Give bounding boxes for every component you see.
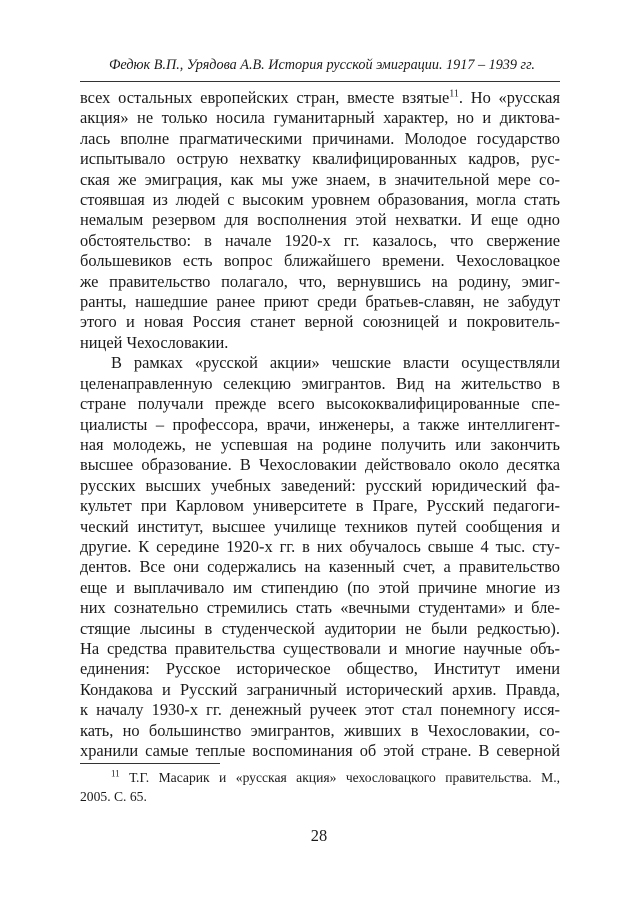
text-line: испытывало острую нехватку квалифицированных кадров, рус- — [80, 149, 560, 169]
text-line: всех остальных европейских стран, вместе взятые$^{11}$. Но «русская — [80, 88, 560, 107]
text-line: них сознательно стремились стать «вечными студентами» и бле- — [80, 598, 560, 618]
text-line: русских высших учебных заведений: русский юридический фа- — [80, 475, 560, 495]
text-line: В рамках «русской акции» чешские власти осуществляли — [111, 353, 560, 373]
text-line: ницей Чехословакии. — [80, 332, 229, 352]
footnote-reference[interactable]: 11 — [449, 88, 459, 100]
text-line: этого и новая Россия станет верной союзницей и покровитель- — [80, 312, 560, 332]
text-line: немалым резервом для восполнения этой нехватки. И еще одно — [80, 210, 560, 230]
text-line: кать, но большинство эмигрантов, живших в Чехословакии, со- — [80, 720, 560, 740]
text-line: обстоятельство: в начале 1920-х гг. казалось, что свержение — [80, 230, 560, 250]
text-line: еще и выплачивало им стипендию (по этой причине многие из — [80, 577, 560, 597]
text-line: единения: Русское историческое общество, Институт имени — [80, 659, 560, 679]
text-line: стящие лысины в студенческой аудитории не были редкостью). — [80, 618, 560, 638]
text-line: хранили самые теплые воспоминания об этой стране. В северной — [80, 741, 560, 760]
text-line: циалисты – профессора, врачи, инженеры, а также интеллигент- — [80, 414, 560, 434]
text-line: высшее образование. В Чехословакии действовало около десятка — [80, 455, 560, 475]
text-line: ная молодежь, не успевшая на родине получить или закончить — [80, 434, 560, 454]
text-line: же правительство полагало, что, вернувшись на родину, эмиг- — [80, 271, 560, 291]
page-number: 28 — [310, 826, 328, 845]
text-line: акция» не только носила гуманитарный характер, но и диктова- — [80, 108, 560, 128]
text-line: стоявшая из людей с высоким уровнем образования, могла стать — [80, 190, 560, 210]
text-line: Кондакова и Русский заграничный исторический архив. Правда, — [80, 679, 560, 699]
text-line: ская же эмиграция, как мы уже знаем, в значительной мере со- — [80, 169, 560, 189]
header-rule — [80, 81, 560, 82]
footnote — [80, 768, 560, 806]
body-text — [80, 88, 560, 761]
footnote-rule — [80, 763, 220, 764]
running-header: Федюк В.П., Урядова А.В. История русской эмиграции. 1917 – 1939 гг. — [109, 57, 535, 73]
text-line: На средства правительства существовали и многие научные объ- — [80, 638, 560, 658]
text-line: большевиков есть вопрос ближайшего времени. Чехословацкое — [80, 251, 560, 271]
text-line: другие. К середине 1920-х гг. в них обучалось свыше 4 тыс. сту- — [80, 536, 560, 556]
footnote-line: $^{11}$ Т.Г. Масарик и «русская акция» чехословацкого правительства. М., — [111, 768, 560, 785]
text-line: культет при Карловом университете в Праге, Русский педагоги- — [80, 496, 560, 516]
text-line: к началу 1930-х гг. денежный ручеек этот стал понемногу исся- — [80, 700, 560, 720]
footnote-line: 2005. С. 65. — [80, 789, 147, 804]
footnote-number: 11 — [111, 768, 120, 779]
text-line: лась вполне прагматическими причинами. Молодое государство — [80, 128, 560, 148]
text-line: ческий институт, высшее училище техников путей сообщения и — [80, 516, 560, 536]
text-line: целенаправленную селекцию эмигрантов. Вид на жительство в — [80, 373, 560, 393]
text-line: стране получали прежде всего высококвалифицированные спе- — [80, 394, 560, 414]
text-line: дентов. Все они содержались на казенный счет, а правительство — [80, 557, 560, 577]
text-line: ранты, нашедшие ранее приют среди братьев-славян, не забудут — [80, 292, 560, 312]
